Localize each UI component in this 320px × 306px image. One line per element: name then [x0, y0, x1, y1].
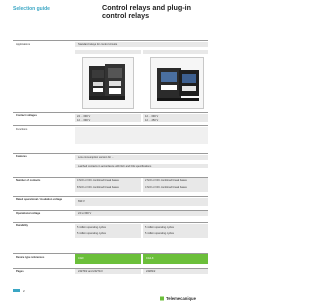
right-contacts-2: 4 N/O or N/C combined break bases: [145, 186, 187, 189]
insulation-value: 690 V: [78, 200, 85, 203]
applications-value: Standard relays for control circuits: [78, 43, 118, 46]
divider: [13, 112, 208, 113]
brand-name: Telemecanique: [166, 296, 196, 301]
row-label-applications: Applications: [16, 43, 30, 46]
left-contacts-2: 8 N/O or N/C combined break bases: [77, 186, 119, 189]
divider: [13, 222, 208, 223]
telemecanique-logo-icon: [160, 296, 204, 301]
control-relay-image: [83, 58, 133, 108]
row-label-features: Features: [16, 155, 27, 158]
brand-logo: [160, 288, 204, 301]
divider: [13, 153, 208, 154]
divider: [13, 40, 208, 41]
row-label-rated-insulation: Rated operational / insulation voltage: [16, 198, 63, 201]
page-title: Control relays and plug-in control relays: [102, 3, 192, 20]
row-label-functions: Functions: [16, 128, 28, 131]
plug-in-relay-image: [151, 58, 203, 108]
row-label-durability: Durability: [16, 224, 28, 227]
right-contacts-1: 2 N/O or N/C combined break bases: [145, 179, 187, 182]
right-voltage-2: 12 ... 250 V: [145, 118, 159, 122]
operational-band: [75, 211, 208, 216]
row-label-pages: Pages: [16, 270, 24, 273]
right-photo-caption-band: [143, 50, 208, 54]
left-durability-2: 5 million operating cycles: [77, 232, 106, 235]
left-pages: 24270/2 and 24271/3: [78, 270, 103, 273]
right-durability-1: 5 million operating cycles: [145, 226, 174, 229]
left-photo-caption-band: [75, 50, 141, 54]
right-pages: 24281/2: [146, 270, 156, 273]
right-relay-photo: [150, 57, 204, 109]
operational-value: 24 to 690 V: [78, 212, 92, 215]
insulation-band: [75, 198, 208, 206]
left-reference: CAD: [78, 257, 84, 260]
left-voltage-2: 12 ... 690 V: [77, 118, 91, 122]
functions-band: [75, 127, 208, 144]
right-voltage-1: 12 ... 690 V: [145, 114, 159, 118]
left-contacts-1: 4 N/O or N/C combined break bases: [77, 179, 119, 182]
row-label-operational-voltage: Operational voltage: [16, 212, 41, 215]
left-relay-photo: [82, 57, 134, 109]
row-label-contact-voltages: Contact voltages: [16, 114, 37, 117]
left-durability-1: 5 million operating cycles: [77, 226, 106, 229]
row-label-number-of-contacts: Number of contacts: [16, 179, 41, 182]
section-label: Selection guide: [13, 6, 50, 12]
right-reference: CA2-K: [146, 257, 154, 260]
left-reference-band: [75, 254, 141, 264]
left-voltage-1: 24 ... 690 V: [77, 114, 91, 118]
divider: [13, 196, 208, 197]
features-value: Low consumption version for ...: [78, 156, 114, 159]
row-label-references: Device type references: [16, 256, 45, 259]
right-durability-2: 5 million operating cycles: [145, 232, 174, 235]
page-number: 2: [23, 288, 25, 293]
page-corner-tab: [13, 289, 20, 292]
divider: [13, 125, 208, 126]
features-value-2: Latched contacts in accordance with IEC and ICE specifications: [78, 164, 152, 168]
